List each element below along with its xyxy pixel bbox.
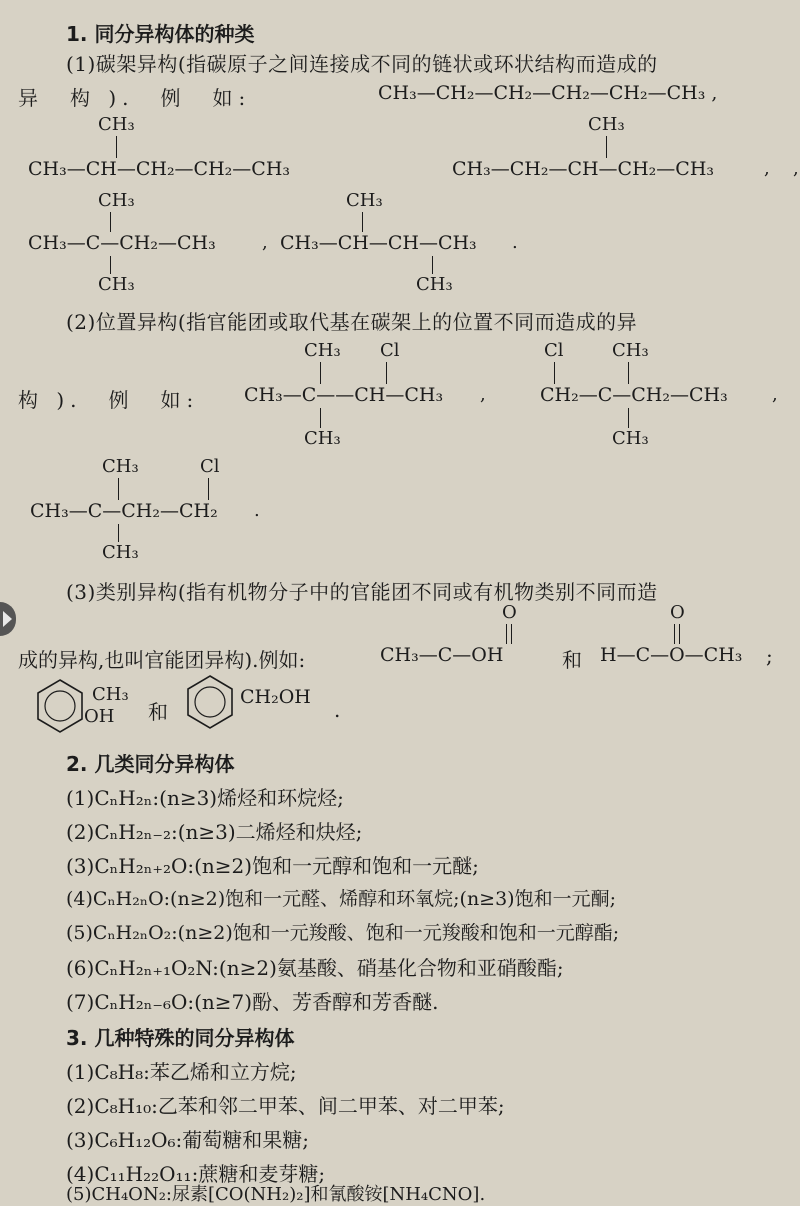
carbonyl-oxygen: O (670, 602, 685, 623)
substituent-bottom: CH₃ (612, 428, 649, 449)
bond-vertical-top (110, 212, 111, 232)
benzene-ring-icon (30, 676, 90, 736)
section-2-heading: 2. 几类同分异构体 (66, 752, 235, 776)
substituent-bottom: CH₃ (102, 542, 139, 563)
bond-vertical-top-2 (208, 478, 209, 500)
main-chain: CH₃—C——CH—CH₃ (244, 384, 444, 406)
bond-vertical-top-2 (386, 362, 387, 384)
section-3-item-4: (4)C₁₁H₂₂O₁₁:蔗糖和麦芽糖; (66, 1162, 326, 1186)
benzene-ring-icon (180, 672, 240, 732)
cresol-hydroxyl: OH (84, 706, 115, 727)
substituent-top: CH₃ (346, 190, 383, 211)
item-1-line-2: 异 构 ). 例 如: (18, 86, 252, 110)
bond-vertical-bottom (110, 256, 111, 274)
and-word-2: 和 (148, 700, 168, 724)
period-end: . (334, 698, 341, 722)
substituent-top-1: CH₃ (102, 456, 139, 477)
separator: , (480, 384, 486, 405)
section-3-item-5: (5)CH₄ON₂:尿素[CO(NH₂)₂]和氰酸铵[NH₄CNO]. (66, 1184, 486, 1205)
substituent-top-1: CH₃ (304, 340, 341, 361)
bond-vertical-top (362, 212, 363, 232)
main-chain: CH₃—CH—CH₂—CH₂—CH₃ (28, 158, 291, 180)
separator: , (772, 384, 778, 405)
substituent-top: CH₃ (588, 114, 625, 135)
section-3-heading: 3. 几种特殊的同分异构体 (66, 1026, 295, 1050)
substituent-top: CH₃ (98, 190, 135, 211)
page-tab-arrow-icon[interactable] (0, 602, 16, 636)
cresol-methyl: CH₃ (92, 684, 129, 705)
main-chain: CH₃—C—OH (380, 644, 504, 666)
item-1-line-1: (1)碳架异构(指碳原子之间连接成不同的链状或环状结构而造成的 (66, 52, 658, 76)
bond-vertical-bottom (628, 408, 629, 428)
section-2-item-1: (1)CₙH₂ₙ:(n≥3)烯烃和环烷烃; (66, 786, 344, 810)
double-bond (506, 624, 512, 644)
section-3-item-2: (2)C₈H₁₀:乙苯和邻二甲苯、间二甲苯、对二甲苯; (66, 1094, 505, 1118)
bond-vertical (606, 136, 607, 158)
section-2-item-3: (3)CₙH₂ₙ₊₂O:(n≥2)饱和一元醇和饱和一元醚; (66, 854, 479, 878)
substituent-bottom: CH₃ (416, 274, 453, 295)
section-2-item-7: (7)CₙH₂ₙ₋₆O:(n≥7)酚、芳香醇和芳香醚. (66, 990, 439, 1014)
formula-hexane: CH₃—CH₂—CH₂—CH₂—CH₂—CH₃ , (378, 82, 718, 104)
bond-vertical (116, 136, 117, 158)
separator: . (512, 232, 518, 253)
semicolon-1: ; (766, 644, 773, 668)
substituent-bottom: CH₃ (98, 274, 135, 295)
substituent-top-2: CH₃ (612, 340, 649, 361)
substituent-top-1: Cl (544, 340, 564, 361)
main-chain: H—C—O—CH₃ (600, 644, 743, 666)
item-3-line-1: (3)类别异构(指有机物分子中的官能团不同或有机物类别不同而造 (66, 580, 658, 604)
separator: , (793, 158, 799, 179)
substituent-top-2: Cl (380, 340, 400, 361)
main-chain: CH₃—CH₂—CH—CH₂—CH₃ (452, 158, 715, 180)
benzyl-alcohol-substituent: CH₂OH (240, 686, 311, 708)
substituent-top: CH₃ (98, 114, 135, 135)
bond-vertical-bottom (118, 524, 119, 542)
section-1-heading: 1. 同分异构体的种类 (66, 22, 255, 46)
main-chain: CH₃—C—CH₂—CH₃ (28, 232, 216, 254)
item-2-line-1: (2)位置异构(指官能团或取代基在碳架上的位置不同而造成的异 (66, 310, 638, 334)
item-3-line-2: 成的异构,也叫官能团异构).例如: (18, 648, 306, 672)
separator: . (254, 500, 260, 521)
bond-vertical-top-1 (554, 362, 555, 384)
bond-vertical-bottom (432, 256, 433, 274)
and-word-1: 和 (562, 648, 582, 672)
bond-vertical-top-1 (320, 362, 321, 384)
substituent-top-2: Cl (200, 456, 220, 477)
main-chain: CH₃—CH—CH—CH₃ (280, 232, 477, 254)
section-2-item-6: (6)CₙH₂ₙ₊₁O₂N:(n≥2)氨基酸、硝基化合物和亚硝酸酯; (66, 956, 564, 980)
section-2-item-5: (5)CₙH₂ₙO₂:(n≥2)饱和一元羧酸、饱和一元羧酸和饱和一元醇酯; (66, 922, 620, 944)
separator: , (262, 232, 268, 253)
section-2-item-2: (2)CₙH₂ₙ₋₂:(n≥3)二烯烃和炔烃; (66, 820, 363, 844)
separator: , (764, 158, 770, 179)
double-bond (674, 624, 680, 644)
substituent-bottom: CH₃ (304, 428, 341, 449)
bond-vertical-top-1 (118, 478, 119, 500)
bond-vertical-bottom (320, 408, 321, 428)
carbonyl-oxygen: O (502, 602, 517, 623)
section-2-item-4: (4)CₙH₂ₙO:(n≥2)饱和一元醛、烯醇和环氧烷;(n≥3)饱和一元酮; (66, 888, 616, 910)
bond-vertical-top-2 (628, 362, 629, 384)
item-2-line-2: 构 ). 例 如: (18, 388, 200, 412)
main-chain: CH₃—C—CH₂—CH₂ (30, 500, 218, 522)
section-3-item-3: (3)C₆H₁₂O₆:葡萄糖和果糖; (66, 1128, 310, 1152)
main-chain: CH₂—C—CH₂—CH₃ (540, 384, 728, 406)
section-3-item-1: (1)C₈H₈:苯乙烯和立方烷; (66, 1060, 297, 1084)
